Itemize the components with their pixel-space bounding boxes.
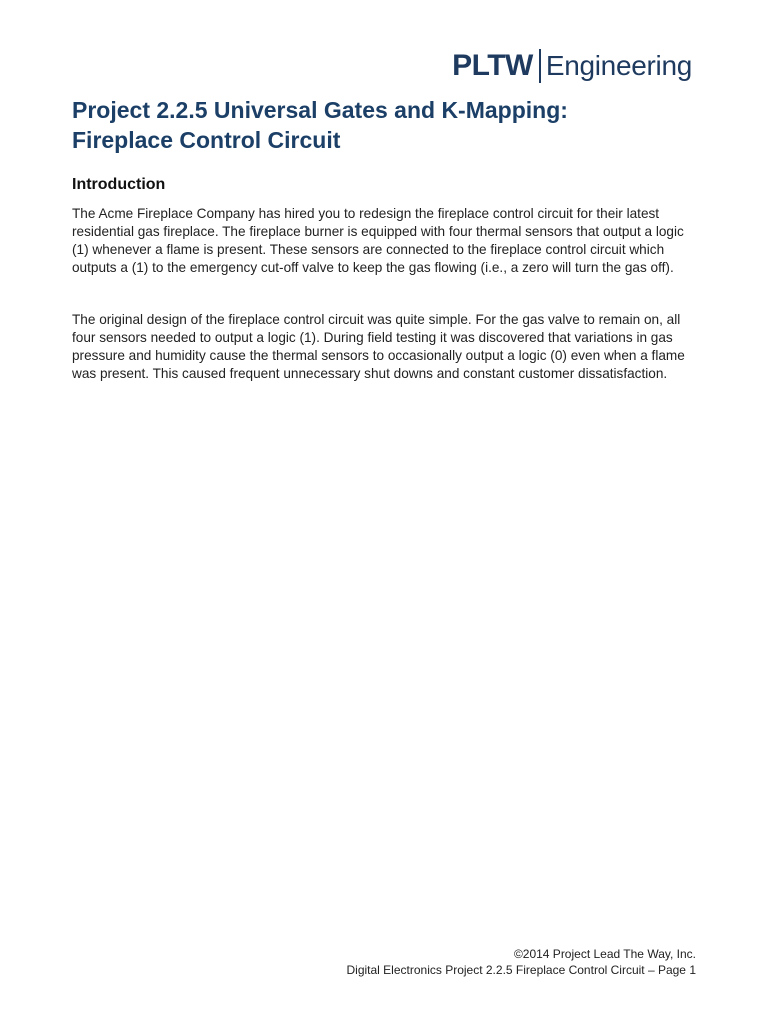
pltw-engineering-logo: [452, 44, 692, 88]
title-line-2: Fireplace Control Circuit: [72, 127, 341, 153]
title-line-1: Project 2.2.5 Universal Gates and K-Mapping:: [72, 97, 568, 123]
footer-copyright: ©2014 Project Lead The Way, Inc.: [513, 947, 696, 961]
document-title: [72, 95, 692, 155]
logo-brand: PLTW: [452, 49, 533, 82]
page-footer: [347, 946, 697, 978]
introduction-paragraph-2: The original design of the fireplace control circuit was quite simple. For the gas valve to remain on, all four sensors needed to output a logic (1). During field testing it was discovered that variations in gas pressure and humidity cause the thermal sensors to occasionally output a logic (0) even when a flame was present. This caused frequent unnecessary shut downs and constant customer dissatisfaction.: [72, 312, 685, 381]
logo-subtitle: Engineering: [545, 50, 692, 81]
introduction-heading: Introduction: [72, 176, 166, 193]
footer-page-label: Digital Electronics Project 2.2.5 Fireplace Control Circuit – Page 1: [346, 963, 696, 977]
logo-divider: [539, 49, 541, 83]
introduction-paragraph-1: The Acme Fireplace Company has hired you to redesign the fireplace control circuit for their latest residential gas fireplace. The fireplace burner is equipped with four thermal sensors that output a logic (1) whenever a flame is present. These sensors are connected to the fireplace control circuit which outputs a (1) to the emergency cut-off valve to keep the gas flowing (i.e., a zero will turn the gas off).: [72, 206, 684, 275]
